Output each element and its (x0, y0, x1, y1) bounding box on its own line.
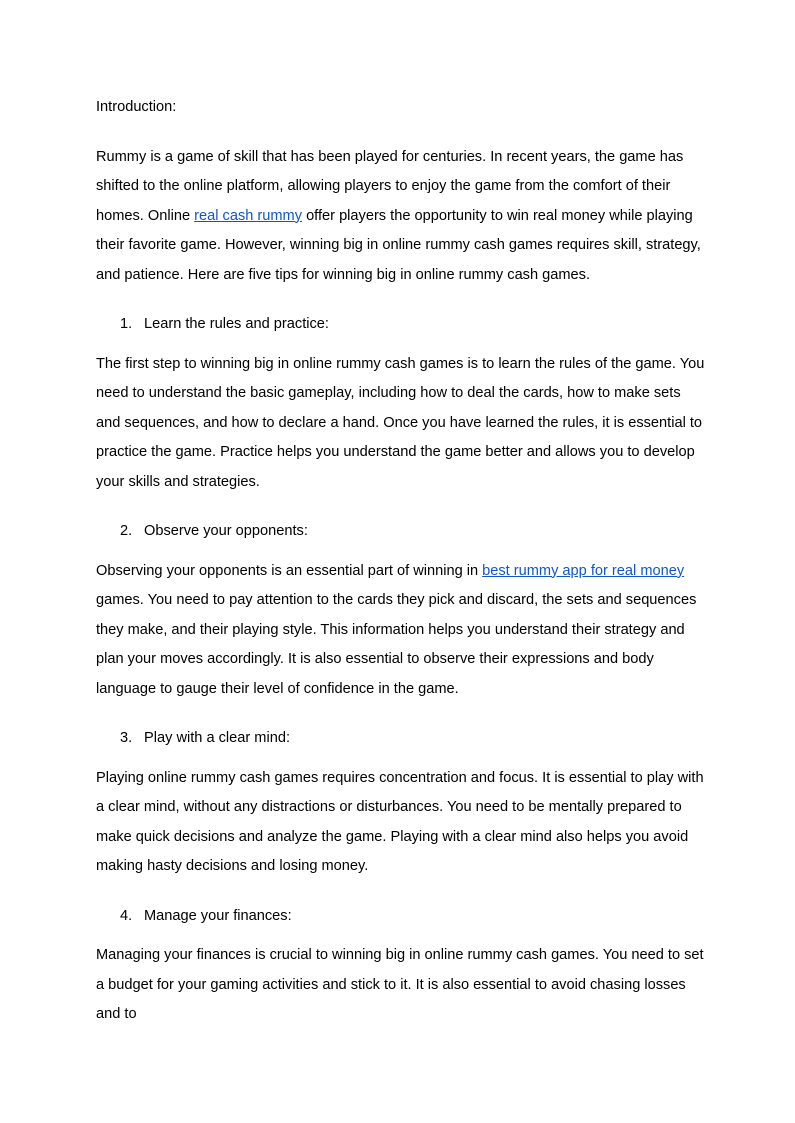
best-rummy-app-link[interactable]: best rummy app for real money (482, 562, 685, 579)
section-2-body (96, 557, 706, 705)
document-page (96, 93, 706, 1030)
list-number: 3. (120, 730, 133, 746)
real-cash-rummy-link[interactable]: real cash rummy (194, 207, 303, 224)
intro-paragraph (96, 143, 706, 291)
list-item-4 (96, 902, 706, 932)
section-2-text-end: games. You need to pay attention to the cards they pick and discard, the sets and sequences they make, and their playing style. This information helps you understand their strategy and plan your moves accordingly. It is also essential to observe their expressions and body language to gauge their level of confidence in the game. (96, 592, 697, 697)
intro-heading: Introduction: (96, 99, 177, 115)
section-title: Learn the rules and practice: (144, 316, 329, 332)
section-1-body: The first step to winning big in online rummy cash games is to learn the rules of the game. You need to understand the basic gameplay, including how to deal the cards, how to make sets and sequences, and how to declare a hand. Once you have learned the rules, it is essential to practice the game. Practice helps you understand the game better and allows you to develop your skills and strategies. (96, 355, 705, 490)
section-3-body: Playing online rummy cash games requires concentration and focus. It is essential to play with a clear mind, without any distractions or disturbances. You need to be mentally prepared to make quick decisions and analyze the game. Playing with a clear mind also helps you avoid making hasty decisions and losing money. (96, 769, 704, 874)
list-item-3 (96, 724, 706, 754)
section-4-body: Managing your finances is crucial to winning big in online rummy cash games. You need to set a budget for your gaming activities and stick to it. It is also essential to avoid chasing losses and to (96, 947, 704, 1022)
list-number: 1. (120, 316, 133, 332)
list-item-1 (96, 310, 706, 340)
section-title: Manage your finances: (144, 907, 292, 924)
list-number: 2. (120, 523, 133, 539)
list-item-2 (96, 517, 706, 547)
section-title: Play with a clear mind: (144, 730, 290, 746)
section-2-text-start: Observing your opponents is an essential part of winning in (96, 562, 483, 579)
intro-text-start: Rummy is a game of skill that has been played for centuries. In recent years, the game has shifted to the online platform, allowing players to enjoy the game from the comfort of their homes. Online (96, 148, 684, 224)
list-number: 4. (120, 907, 133, 924)
section-title: Observe your opponents: (144, 523, 308, 539)
intro-text-end: offer players the opportunity to win real money while playing their favorite game. However, winning big in online rummy cash games requires skill, strategy, and patience. Here are five tips for winning big in online rummy cash games. (96, 207, 701, 283)
